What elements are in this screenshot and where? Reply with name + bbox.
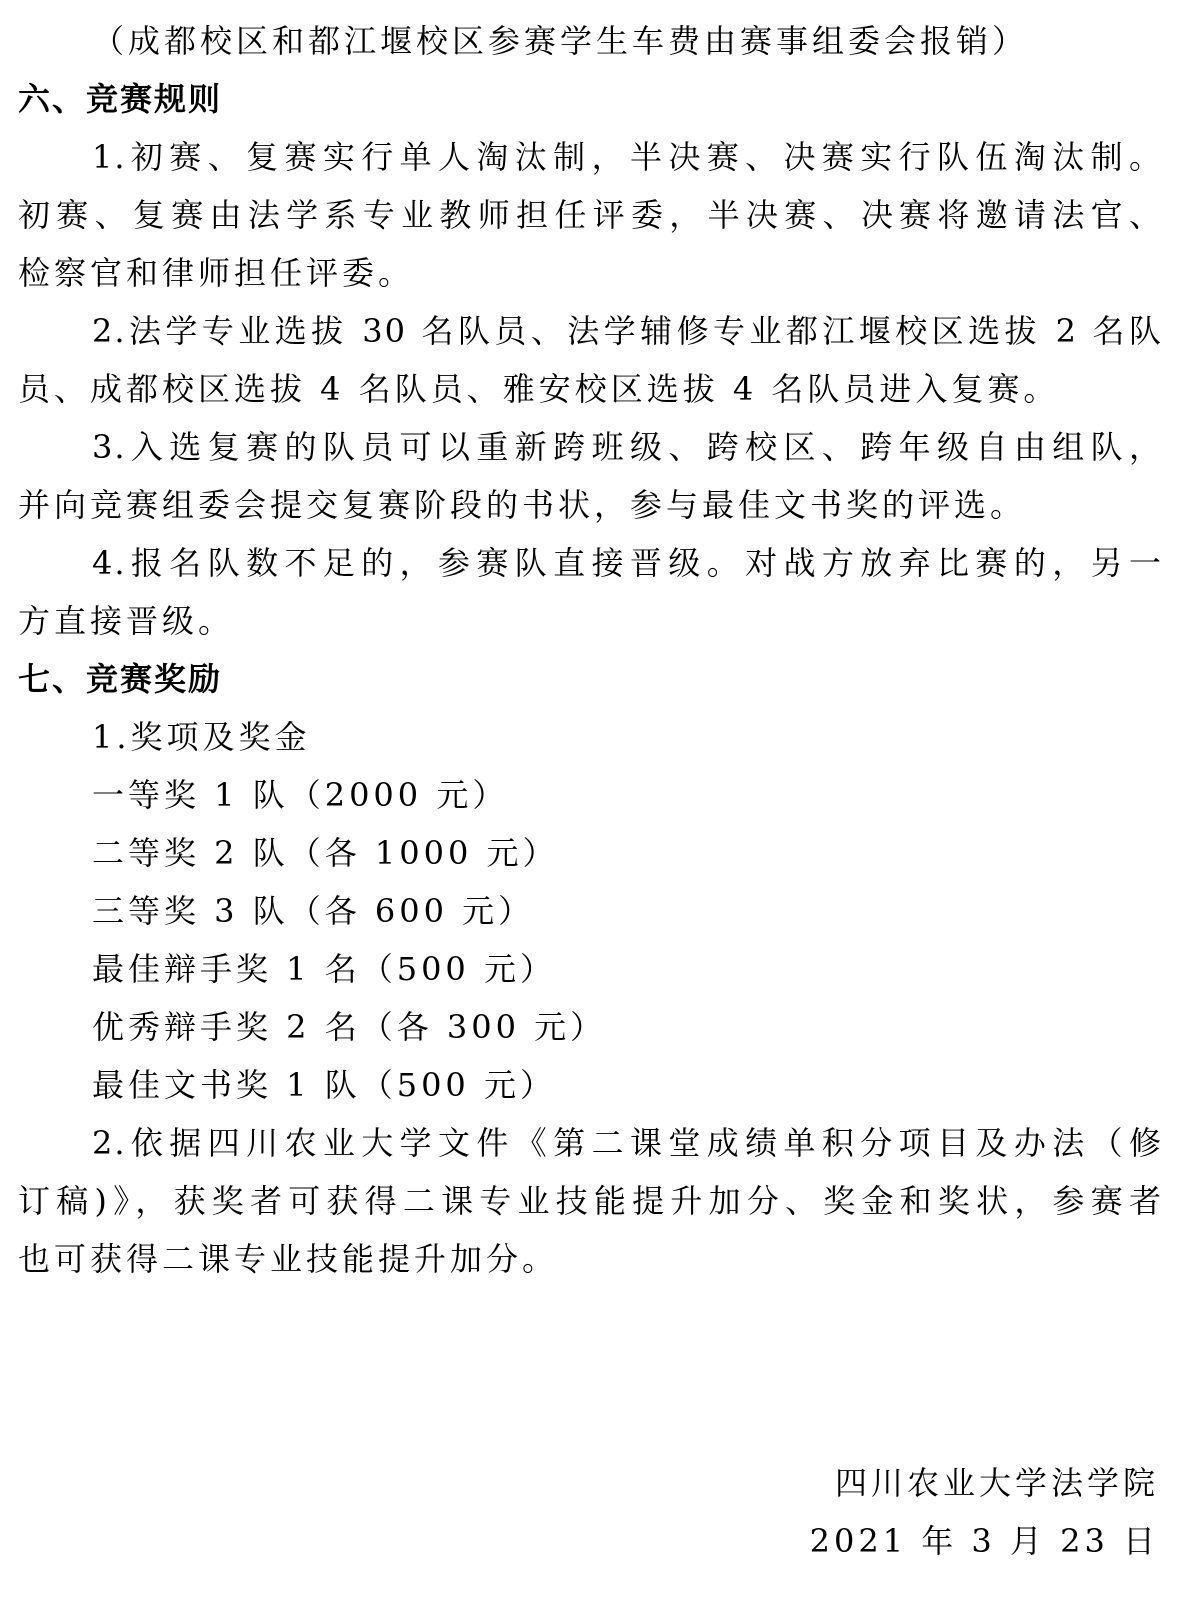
paragraph-line: 2.法学专业选拔 30 名队员、法学辅修专业都江堰校区选拔 2 名队 <box>92 312 1163 350</box>
paragraph-line: 方直接晋级。 <box>18 602 235 640</box>
section-6-heading: 六、竞赛规则 <box>18 80 223 118</box>
rule-item-3 <box>18 418 1163 534</box>
paragraph-line: 也可获得二课专业技能提升加分。 <box>18 1240 559 1278</box>
award-best-debater: 最佳辩手奖 1 名（500 元） <box>92 950 556 988</box>
awards-subheading: 1.奖项及奖金 <box>92 718 311 756</box>
rule-item-1 <box>18 128 1163 302</box>
award-third-prize: 三等奖 3 队（各 600 元） <box>92 892 535 930</box>
award-first-prize: 一等奖 1 队（2000 元） <box>92 776 509 814</box>
paragraph-line: 2.依据四川农业大学文件《第二课堂成绩单积分项目及办法（修 <box>92 1124 1163 1162</box>
paragraph-line: 并向竞赛组委会提交复赛阶段的书状，参与最佳文书奖的评选。 <box>18 486 1027 524</box>
award-excellent-debater: 优秀辩手奖 2 名（各 300 元） <box>92 1008 607 1046</box>
paragraph-line: 3.入选复赛的队员可以重新跨班级、跨校区、跨年级自由组队， <box>92 428 1163 466</box>
rule-item-2 <box>18 302 1163 418</box>
paragraph-line: 订稿)》，获奖者可获得二课专业技能提升加分、奖金和奖状，参赛者 <box>18 1182 1163 1220</box>
paragraph-line: 1.初赛、复赛实行单人淘汰制，半决赛、决赛实行队伍淘汰制。 <box>92 138 1163 176</box>
section-7-heading: 七、竞赛奖励 <box>18 660 223 698</box>
award-second-prize: 二等奖 2 队（各 1000 元） <box>92 834 559 872</box>
document-body <box>18 12 1163 1288</box>
paragraph-line: 初赛、复赛由法学系专业教师担任评委，半决赛、决赛将邀请法官、 <box>18 196 1163 234</box>
signature-organization: 四川农业大学法学院 <box>834 1464 1159 1502</box>
signature-date: 2021 年 3 月 23 日 <box>809 1522 1159 1560</box>
paragraph-line: 检察官和律师担任评委。 <box>18 254 415 292</box>
paragraph-line: 员、成都校区选拔 4 名队员、雅安校区选拔 4 名队员进入复赛。 <box>18 370 1060 408</box>
paragraph-line: 4.报名队数不足的，参赛队直接晋级。对战方放弃比赛的，另一 <box>92 544 1163 582</box>
rule-item-4 <box>18 534 1163 650</box>
fare-reimbursement-note: （成都校区和都江堰校区参赛学生车费由赛事组委会报销） <box>92 22 1029 60</box>
award-best-document: 最佳文书奖 1 队（500 元） <box>92 1066 556 1104</box>
reward-item-2 <box>18 1114 1163 1288</box>
award-list <box>18 766 1163 1114</box>
